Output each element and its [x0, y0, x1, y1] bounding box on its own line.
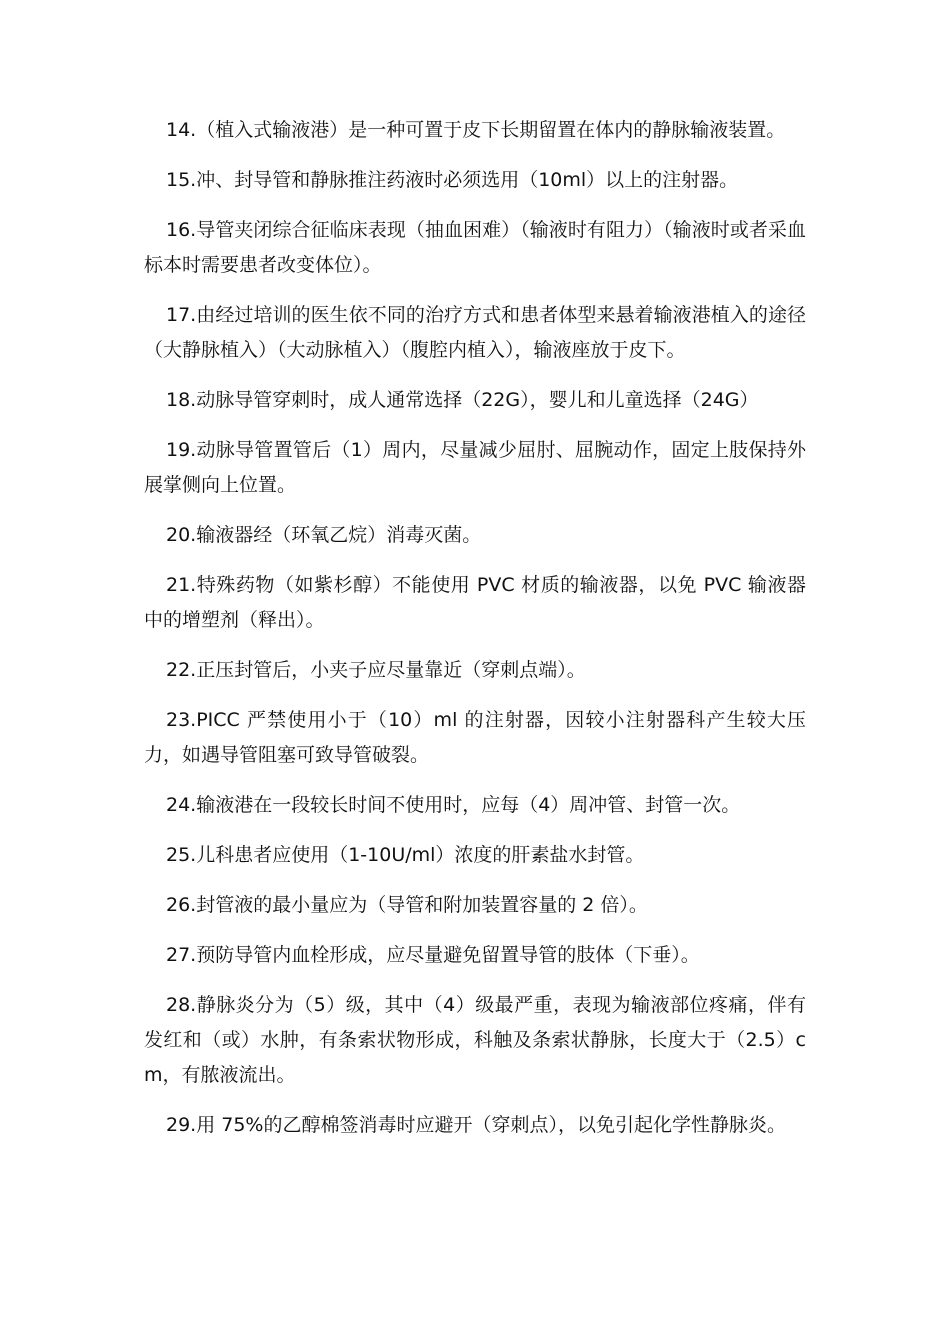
question-29: 29.用 75%的乙醇棉签消毒时应避开（穿刺点），以免引起化学性静脉炎。	[166, 1114, 786, 1136]
question-16: 16.导管夹闭综合征临床表现（抽血困难）（输液时有阻力）（输液时或者采血标本时需要患者改变体位）。	[144, 219, 806, 276]
question-21: 21.特殊药物（如紫杉醇）不能使用 PVC 材质的输液器，以免 PVC 输液器中的增塑剂（释出）。	[144, 574, 806, 631]
question-26: 26.封管液的最小量应为（导管和附加装置容量的 2 倍）。	[166, 894, 648, 916]
question-20: 20.输液器经（环氧乙烷）消毒灭菌。	[166, 524, 482, 546]
question-22: 22.正压封管后，小夹子应尽量靠近（穿刺点端）。	[166, 659, 586, 681]
question-15: 15.冲、封导管和静脉推注药液时必须选用（10ml）以上的注射器。	[166, 169, 739, 191]
question-23: 23.PICC 严禁使用小于（10）ml 的注射器，因较小注射器科产生较大压力，如遇导管阻塞可致导管破裂。	[144, 709, 806, 766]
question-17: 17.由经过培训的医生依不同的治疗方式和患者体型来悬着输液港植入的途径（大静脉植入）（大动脉植入）（腹腔内植入），输液座放于皮下。	[144, 304, 806, 361]
question-25: 25.儿科患者应使用（1-10U/ml）浓度的肝素盐水封管。	[166, 844, 645, 866]
question-18: 18.动脉导管穿刺时，成人通常选择（22G），婴儿和儿童选择（24G）	[166, 389, 759, 411]
question-19: 19.动脉导管置管后（1）周内，尽量减少屈肘、屈腕动作，固定上肢保持外展掌侧向上位置。	[144, 439, 806, 496]
question-28: 28.静脉炎分为（5）级，其中（4）级最严重，表现为输液部位疼痛，伴有发红和（或）水肿，有条索状物形成，科触及条索状静脉，长度大于（2.5）cm，有脓液流出。	[144, 994, 806, 1086]
question-24: 24.输液港在一段较长时间不使用时，应每（4）周冲管、封管一次。	[166, 794, 741, 816]
document-page	[144, 113, 806, 1158]
question-27: 27.预防导管内血栓形成，应尽量避免留置导管的肢体（下垂）。	[166, 944, 700, 966]
question-14: 14.（植入式输液港）是一种可置于皮下长期留置在体内的静脉输液装置。	[166, 119, 786, 141]
